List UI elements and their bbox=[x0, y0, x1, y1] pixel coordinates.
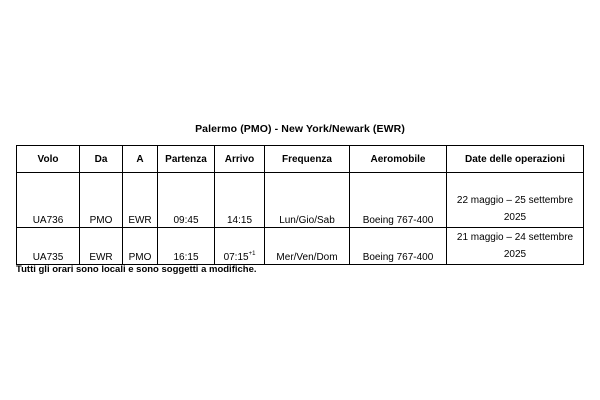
column-header-frequency: Frequenza bbox=[265, 146, 350, 173]
operation-dates-cell bbox=[447, 173, 584, 228]
table-row bbox=[17, 228, 584, 265]
frequency-cell: Mer/Ven/Dom bbox=[265, 228, 350, 265]
header-row bbox=[17, 146, 584, 173]
column-header-dates: Date delle operazioni bbox=[447, 146, 584, 173]
departure-time-cell: 16:15 bbox=[158, 228, 215, 265]
flight-schedule-table bbox=[16, 145, 584, 265]
origin-cell: EWR bbox=[80, 228, 123, 265]
origin-cell: PMO bbox=[80, 173, 123, 228]
table-title: Palermo (PMO) - New York/Newark (EWR) bbox=[195, 123, 405, 135]
aircraft-cell: Boeing 767-400 bbox=[350, 228, 447, 265]
dates-year: 2025 bbox=[503, 212, 527, 223]
table-row bbox=[17, 173, 584, 228]
arrival-time-cell bbox=[215, 228, 265, 265]
column-header-departure: Partenza bbox=[158, 146, 215, 173]
footnote: Tutti gli orari sono locali e sono soggetti a modifiche. bbox=[16, 264, 257, 275]
column-header-flight: Volo bbox=[17, 146, 80, 173]
flight-number-cell: UA735 bbox=[17, 228, 80, 265]
departure-time-cell: 09:45 bbox=[158, 173, 215, 228]
operation-dates-cell bbox=[447, 228, 584, 265]
arrival-time: 14:15 bbox=[226, 215, 253, 226]
column-header-arrival: Arrivo bbox=[215, 146, 265, 173]
arrival-time: 07:15 bbox=[223, 252, 249, 263]
frequency-cell: Lun/Gio/Sab bbox=[265, 173, 350, 228]
dates-range: 22 maggio – 25 settembre bbox=[456, 195, 574, 206]
column-header-from: Da bbox=[80, 146, 123, 173]
destination-cell: PMO bbox=[123, 228, 158, 265]
flight-number-cell: UA736 bbox=[17, 173, 80, 228]
dates-year: 2025 bbox=[503, 249, 527, 260]
next-day-marker: +1 bbox=[248, 251, 256, 257]
destination-cell: EWR bbox=[123, 173, 158, 228]
column-header-aircraft: Aeromobile bbox=[350, 146, 447, 173]
aircraft-cell: Boeing 767-400 bbox=[350, 173, 447, 228]
arrival-time-cell bbox=[215, 173, 265, 228]
column-header-to: A bbox=[123, 146, 158, 173]
dates-range: 21 maggio – 24 settembre bbox=[456, 232, 574, 243]
